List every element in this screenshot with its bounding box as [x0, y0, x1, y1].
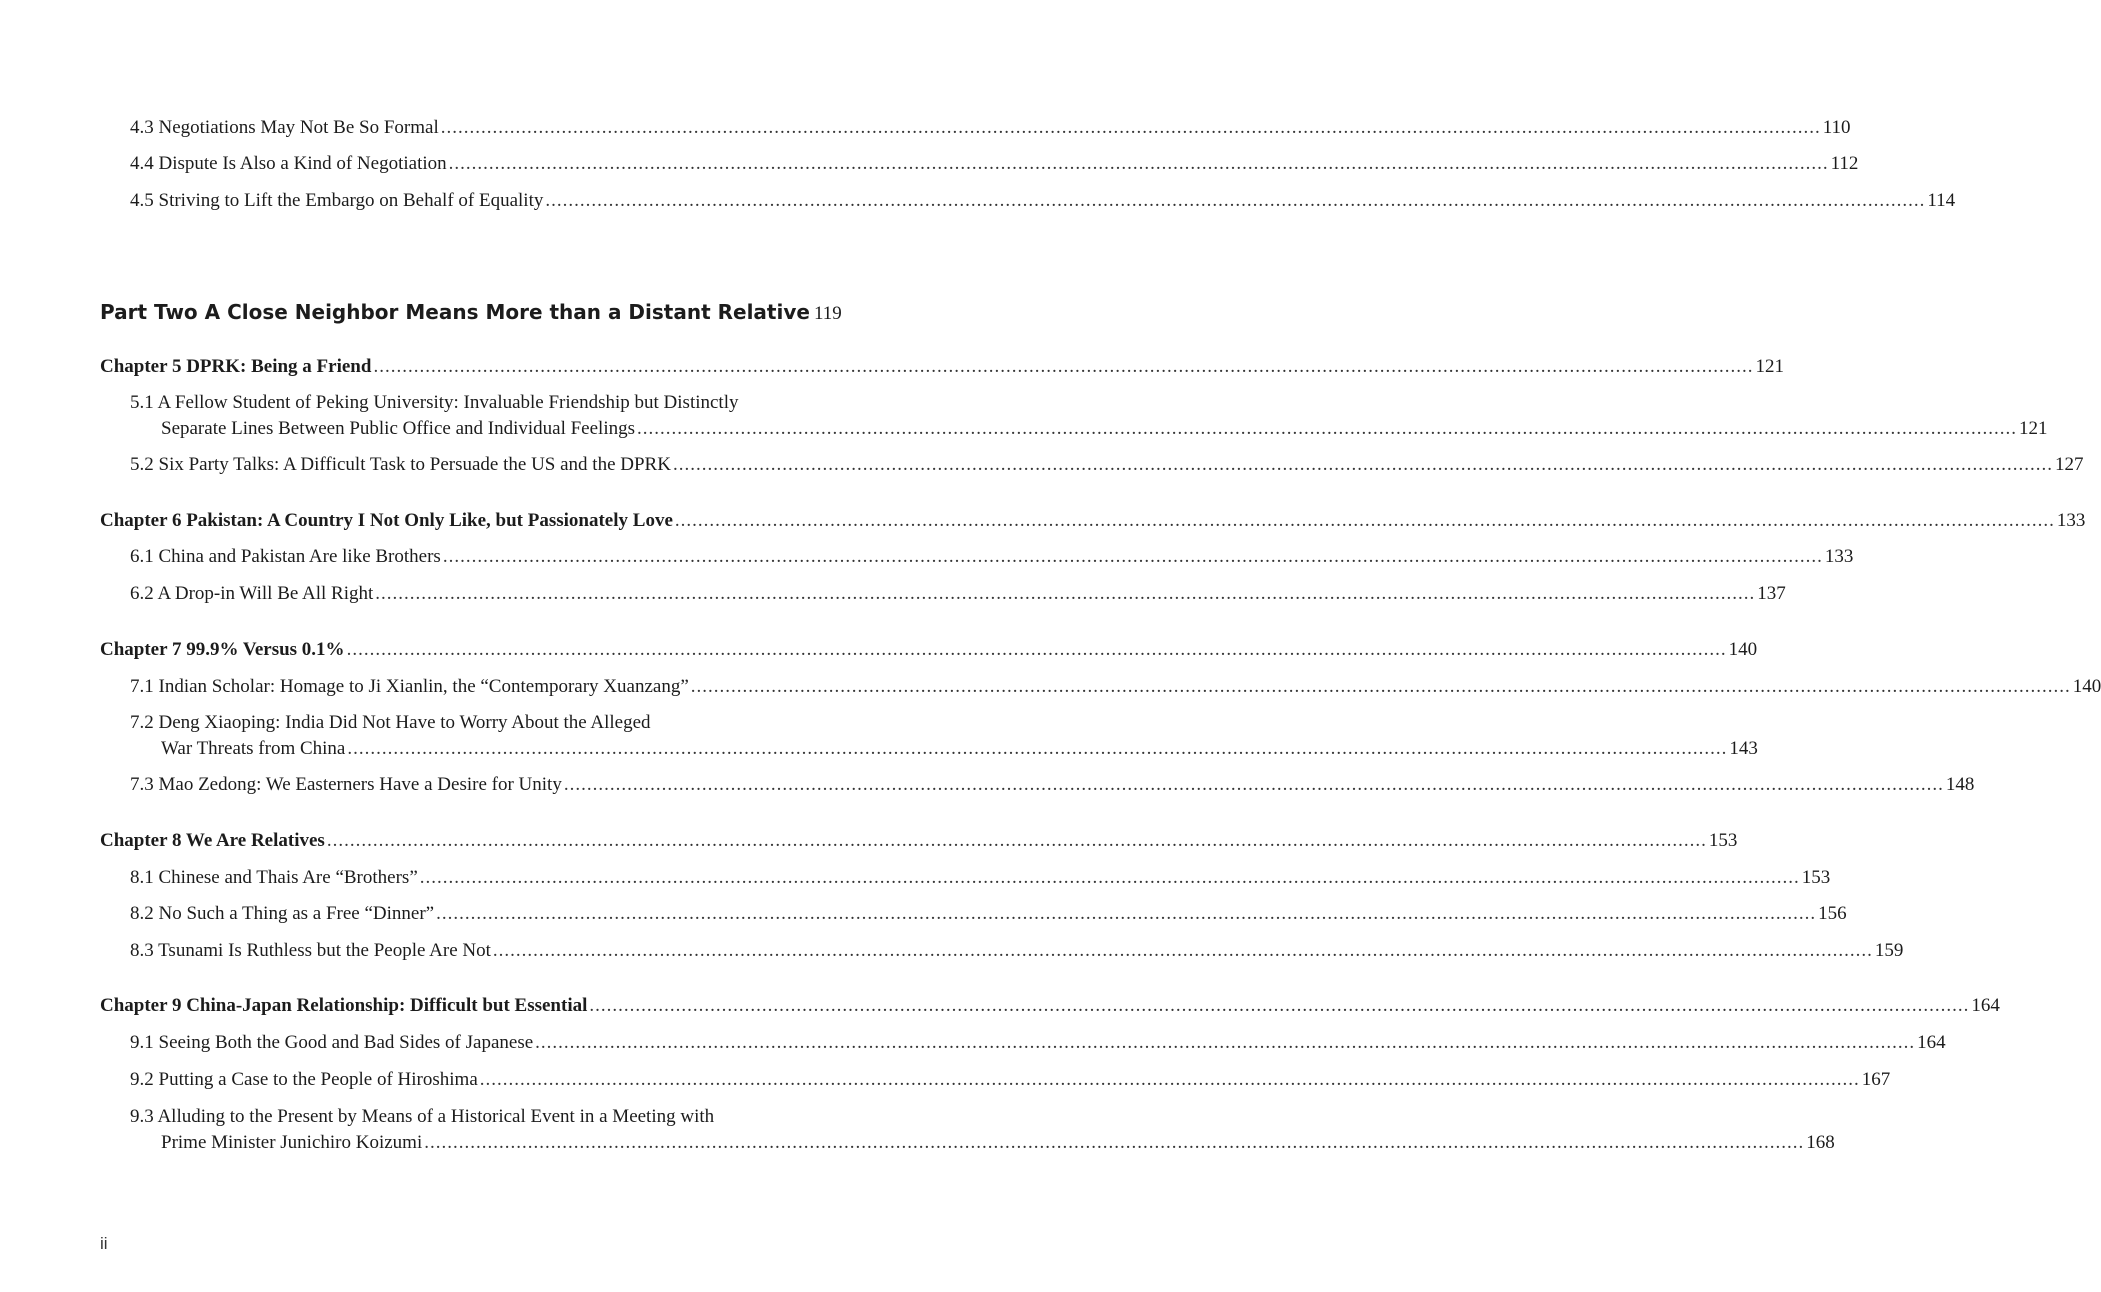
dot-leader: [493, 941, 1873, 960]
entry-title: 4.4 Dispute Is Also a Kind of Negotiation: [130, 153, 447, 174]
toc-chapter-7[interactable]: [100, 639, 1758, 660]
dot-leader: [535, 1033, 1915, 1052]
dot-leader: [373, 357, 1753, 376]
entry-page: 114: [1927, 190, 1956, 211]
toc-entry-4-4[interactable]: [130, 153, 1859, 174]
entry-page: 159: [1874, 940, 1904, 961]
entry-title: 7.1 Indian Scholar: Homage to Ji Xianlin, the “Contemporary Xuanzang”: [130, 676, 689, 697]
toc-entry-7-2[interactable]: [161, 738, 1758, 759]
dot-leader: [564, 775, 1944, 794]
toc-chapter-5[interactable]: [100, 356, 1784, 377]
entry-title: 4.5 Striving to Lift the Embargo on Behalf of Equality: [130, 190, 544, 211]
entry-page: 168: [1806, 1132, 1835, 1153]
toc-part-two[interactable]: [100, 300, 842, 324]
dot-leader: [449, 154, 1829, 173]
toc-entry-8-2[interactable]: [130, 903, 1847, 924]
part-title: Part Two A Close Neighbor Means More than a Distant Relative: [100, 300, 810, 324]
dot-leader: [420, 868, 1800, 887]
entry-title: 9.1 Seeing Both the Good and Bad Sides of Japanese: [130, 1032, 534, 1053]
toc-entry-8-1[interactable]: [130, 867, 1831, 888]
dot-leader: [441, 118, 1821, 137]
chapter-page: 140: [1728, 639, 1758, 660]
entry-title: 6.2 A Drop-in Will Be All Right: [130, 583, 374, 604]
entry-title: 8.3 Tsunami Is Ruthless but the People Are Not: [130, 940, 491, 961]
entry-title: 9.2 Putting a Case to the People of Hiroshima: [130, 1069, 478, 1090]
entry-title: 5.2 Six Party Talks: A Difficult Task to Persuade the US and the DPRK: [130, 454, 671, 475]
dot-leader: [480, 1070, 1860, 1089]
chapter-title: Chapter 8 We Are Relatives: [100, 830, 325, 851]
toc-entry-9-3[interactable]: [161, 1132, 1835, 1153]
entry-title: 6.1 China and Pakistan Are like Brothers: [130, 546, 441, 567]
entry-page: 143: [1729, 738, 1758, 759]
dot-leader: [637, 419, 2017, 438]
chapter-page: 121: [1755, 356, 1784, 377]
toc-entry-9-2[interactable]: [130, 1069, 1891, 1090]
dot-leader: [589, 996, 1969, 1015]
entry-page: 127: [2054, 454, 2084, 475]
entry-page: 164: [1917, 1032, 1946, 1053]
toc-entry-5-2[interactable]: [130, 454, 2084, 475]
chapter-title: Chapter 5 DPRK: Being a Friend: [100, 356, 372, 377]
toc-entry-5-1-line1[interactable]: 5.1 A Fellow Student of Peking University: Invaluable Friendship but Distinctly: [130, 392, 739, 413]
entry-title: Separate Lines Between Public Office and Individual Feelings: [161, 418, 635, 439]
toc-chapter-6[interactable]: [100, 510, 2086, 531]
dot-leader: [375, 584, 1755, 603]
entry-page: 137: [1757, 583, 1786, 604]
entry-page: 110: [1822, 117, 1851, 138]
toc-entry-4-5[interactable]: [130, 190, 1956, 211]
entry-page: 121: [2019, 418, 2048, 439]
dot-leader: [545, 191, 1925, 210]
toc-chapter-9[interactable]: [100, 995, 2000, 1016]
entry-page: 167: [1861, 1069, 1891, 1090]
entry-title: War Threats from China: [161, 738, 346, 759]
toc-entry-7-2-line1[interactable]: 7.2 Deng Xiaoping: India Did Not Have to Worry About the Alleged: [130, 712, 651, 733]
toc-entry-5-1[interactable]: [161, 418, 2048, 439]
part-page: 119: [813, 303, 842, 324]
dot-leader: [347, 640, 1727, 659]
entry-title: 4.3 Negotiations May Not Be So Formal: [130, 117, 439, 138]
toc-entry-6-1[interactable]: [130, 546, 1854, 567]
entry-page: 156: [1818, 903, 1847, 924]
dot-leader: [675, 511, 2055, 530]
entry-title: 8.2 No Such a Thing as a Free “Dinner”: [130, 903, 435, 924]
chapter-page: 164: [1971, 995, 2000, 1016]
chapter-page: 133: [2056, 510, 2086, 531]
dot-leader: [424, 1133, 1804, 1152]
toc-entry-8-3[interactable]: [130, 940, 1904, 961]
toc-chapter-8[interactable]: [100, 830, 1738, 851]
dot-leader: [691, 677, 2071, 696]
dot-leader: [327, 831, 1707, 850]
toc-entry-9-1[interactable]: [130, 1032, 1946, 1053]
chapter-title: Chapter 7 99.9% Versus 0.1%: [100, 639, 345, 660]
toc-entry-9-3-line1[interactable]: 9.3 Alluding to the Present by Means of a Historical Event in a Meeting with: [130, 1106, 715, 1127]
entry-title: Prime Minister Junichiro Koizumi: [161, 1132, 423, 1153]
dot-leader: [347, 739, 1727, 758]
entry-title: 7.3 Mao Zedong: We Easterners Have a Desire for Unity: [130, 774, 562, 795]
chapter-page: 153: [1708, 830, 1738, 851]
toc-entry-4-3[interactable]: [130, 117, 1851, 138]
toc-entry-7-3[interactable]: [130, 774, 1975, 795]
dot-leader: [443, 547, 1823, 566]
entry-title: 8.1 Chinese and Thais Are “Brothers”: [130, 867, 418, 888]
dot-leader: [436, 904, 1816, 923]
entry-page: 140: [2072, 676, 2101, 697]
toc-entry-6-2[interactable]: [130, 583, 1786, 604]
entry-page: 112: [1830, 153, 1859, 174]
chapter-title: Chapter 6 Pakistan: A Country I Not Only Like, but Passionately Love: [100, 510, 673, 531]
toc-entry-7-1[interactable]: [130, 676, 2101, 697]
dot-leader: [673, 455, 2053, 474]
entry-page: 148: [1945, 774, 1975, 795]
entry-page: 153: [1801, 867, 1831, 888]
page-number: ii: [100, 1234, 108, 1253]
chapter-title: Chapter 9 China-Japan Relationship: Difficult but Essential: [100, 995, 588, 1016]
entry-page: 133: [1824, 546, 1854, 567]
